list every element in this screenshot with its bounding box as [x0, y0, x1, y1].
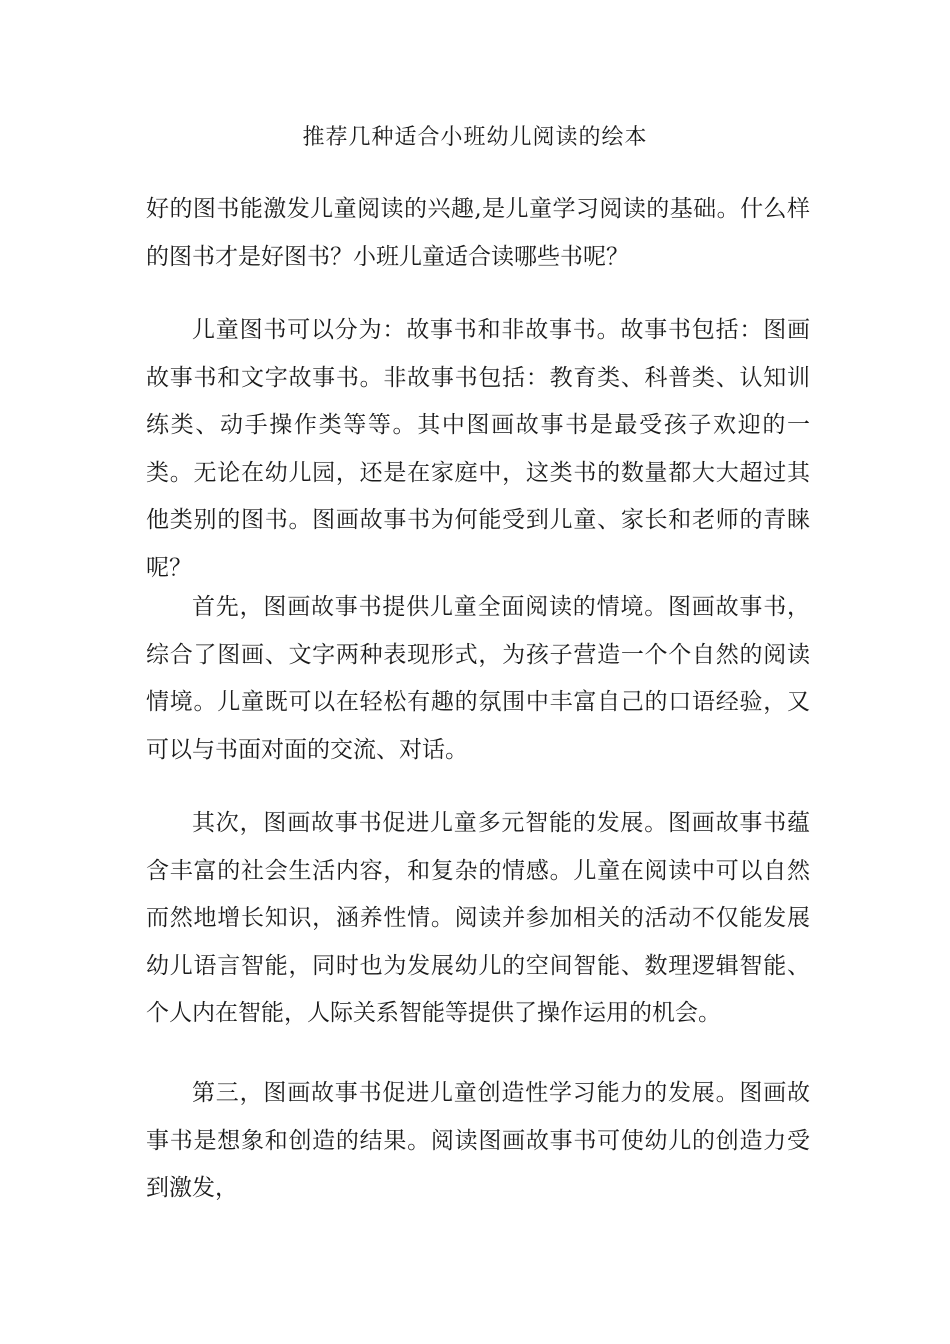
paragraph-second-reason: 其次，图画故事书促进儿童多元智能的发展。图画故事书蕴含丰富的社会生活内容，和复杂的情感。儿童在阅读中可以自然而然地增长知识，涵养性情。阅读并参加相关的活动不仅能发展幼儿语言智能，同时也为发展幼儿的空间智能、数理逻辑智能、个人内在智能，人际关系智能等提供了操作运用的机会。	[146, 810, 810, 1026]
paragraph-third-reason: 第三，图画故事书促进儿童创造性学习能力的发展。图画故事书是想象和创造的结果。阅读图画故事书可使幼儿的创造力受到激发，	[146, 1080, 810, 1201]
paragraph-intro: 好的图书能激发儿童阅读的兴趣,是儿童学习阅读的基础。什么样的图书才是好图书？小班儿童适合读哪些书呢？	[146, 196, 810, 270]
paragraph-first-reason: 首先，图画故事书提供儿童全面阅读的情境。图画故事书，综合了图画、文字两种表现形式，为孩子营造一个个自然的阅读情境。儿童既可以在轻松有趣的氛围中丰富自己的口语经验，又可以与书面对面的交流、对话。	[146, 594, 810, 763]
paragraph-book-types: 儿童图书可以分为：故事书和非故事书。故事书包括：图画故事书和文字故事书。非故事书包括：教育类、科普类、认知训练类、动手操作类等等。其中图画故事书是最受孩子欢迎的一类。无论在幼儿园，还是在家庭中，这类书的数量都大大超过其他类别的图书。图画故事书为何能受到儿童、家长和老师的青睐呢？	[146, 317, 810, 581]
document-title: 推荐几种适合小班幼儿阅读的绘本	[302, 125, 648, 150]
